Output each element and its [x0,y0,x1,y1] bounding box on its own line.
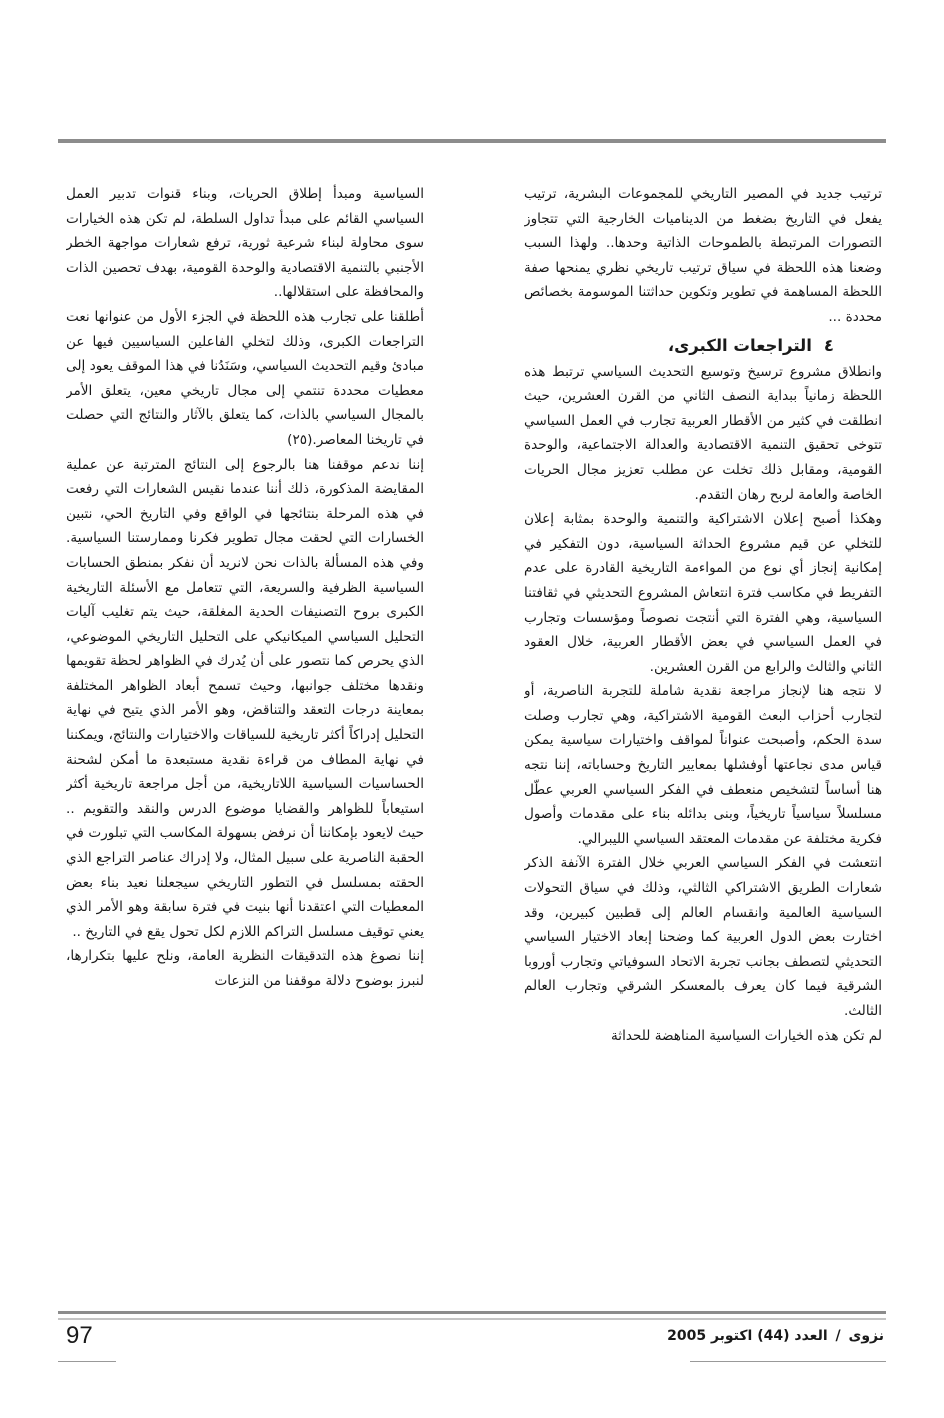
bottom-rule-thin [58,1318,886,1320]
paragraph: وانطلاق مشروع ترسيخ وتوسيع التحديث السياسي ترتبط هذه اللحظة زمانياً ببداية النصف الثاني من القرن العشرين، حيث انطلقت في كثير من الأقطار العربية تجارب في العمل السياسي تتوخى تحقيق التنمية الاقتصادية والعدالة الاجتماعية، والوحدة القومية، ومقابل ذلك تخلت عن مطلب تعزيز مجال الحريات الخاصة والعامة لربح رهان التقدم. [524,363,882,503]
paragraph: السياسية ومبدأ إطلاق الحريات، وبناء قنوات تدبير العمل السياسي القائم على مبدأ تداول السلطة، لم تكن هذه الخيارات سوى محاولة لبناء شرعية ثورية، ترفع شعارات مواجهة الخطر الأجنبي بالتنمية الاقتصادية والوحدة القومية، بهدف تحصين الذات والمحافظة على استقلالها.. [66,186,424,301]
page-number: 97 [66,1322,93,1349]
top-rule [58,139,886,143]
footer-separator: / [835,1328,841,1344]
right-column [524,182,882,1266]
paragraph: انتعشت في الفكر السياسي العربي خلال الفترة الآنفة الذكر شعارات الطريق الاشتراكي الثالثي، وذلك في سياق التحولات السياسية العالمية وانقسام العالم إلى قطبين كبيرين، وقد اختارت بعض الدول العربية كما وضحنا إبعاد الاختيار السياسي التحديثي لتصطف بجانب تجربة الاتحاد السوفياتي وتجارب أوروبا الشرقية فيما كان يعرف بالمعسكر الشرقي وتجارب العالم الثالث. [524,855,882,1019]
section-title: التراجعات الكبرى، [667,335,812,355]
paragraph: إننا ندعم موقفنا هنا بالرجوع إلى النتائج المترتبة عن عملية المقايضة المذكورة، ذلك أننا عندما نقيس الشعارات التي رفعت في هذه المرحلة بنتائجها في الواقع وفي التاريخ الحي، نتبين الخسارات التي لحقت مجال تطوير فكرنا وممارستنا السياسية. وفي هذه المسألة بالذات نحن لانريد أن نفكر بمنطق الحسابات السياسية الظرفية والسريعة، التي تتعامل مع الأسئلة التاريخية الكبرى بروح التصنيفات الحدية المغلقة، حيث يتم تغليب آليات التحليل السياسي الميكانيكي على التحليل التاريخي الموضوعي، الذي يحرص كما نتصور على أن يُدرك في الظواهر لحظة تقويمها ونقدها مختلف جوانبها، وحيث تسمح أبعاد الظواهر المختلفة بمعاينة درجات التعقد والتناقض، وهو الأمر الذي يتيح في نهاية التحليل إدراكاً أكثر تاريخية للسياقات والاختيارات والنتائج، ويمكننا في نهاية المطاف من قراءة نقدية مستبعدة ما أمكن لشحنة الحساسيات السياسية اللاتاريخية، من أجل مراجعة تاريخية أكثر استيعاباً للظواهر والقضايا موضوع الدرس والنقد والتقويم .. حيث لايعود بإمكاننا أن نرفض بسهولة المكاسب التي تبلورت في الحقبة الناصرية على سبيل المثال، ولا إدراك عناصر التراجع الذي الحقته بمسلسل في التطور التاريخي سيجعلنا نعيد بناء بعض المعطيات التي اعتقدنا أنها بنيت في فترة سابقة وهو الأمر الذي يعني توقيف مسلسل التراكم اللازم لكل تحول يقع في التاريخ .. [66,456,424,940]
issue-number: (44) [757,1328,790,1344]
magazine-name: نزوى [848,1328,884,1344]
page-number-underline [58,1361,116,1362]
issue-year: 2005 [667,1328,707,1344]
issue-label: العدد [794,1328,828,1344]
section-number: ٤ [823,335,834,355]
paragraph: أطلقنا على تجارب هذه اللحظة في الجزء الأول من عنوانها نعت التراجعات الكبرى، وذلك لتخلي الفاعلين السياسيين فيها عن مبادئ وقيم التحديث السياسي، وسَنَدُنا في هذا الموقف يعود إلى معطيات محددة تنتمي إلى مجال تاريخي معين، يتعلق الأمر بالمجال السياسي بالذات، كما يتعلق بالآثار والنتائج التي حصلت في تاريخنا المعاصر.(٢٥) [66,308,424,448]
paragraph: ترتيب جديد في المصير التاريخي للمجموعات البشرية، ترتيب يفعل في التاريخ بضغط من الديناميات الخارجية التي تتجاوز التصورات المرتبطة بالطموحات الذاتية وحدها.. ولهذا السبب وضعنا هذه اللحظة في سياق ترتيب تاريخي نظري يمنحها صفة اللحظة المساهمة في تطوير وتكوين حداثتنا الموسومة بخصائص محددة ... [524,186,882,325]
paragraph: لا نتجه هنا لإنجاز مراجعة نقدية شاملة للتجربة الناصرية، أو لتجارب أحزاب البعث القومية الاشتراكية، وهي تجارب وصلت سدة الحكم، وأصبحت عنواناً لمواقف واختيارات سياسية يمكن قياس مدى نجاعتها أوفشلها بمعايير التاريخ وحساباته، إننا نتجه هنا أساساً لتشخيص منعطف في الفكر السياسي العربي عطّل مسلسلاً سياسياً تاريخياً، وبنى بدائله بناء على مقدمات وأصول فكرية مختلفة عن مقدمات المعتقد السياسي الليبرالي. [524,683,882,847]
running-footer [667,1328,884,1344]
paragraph: لم تكن هذه الخيارات السياسية المناهضة للحداثة [611,1027,882,1044]
issue-month: اكتوبر [710,1328,753,1344]
left-column [66,182,424,1266]
section-heading [524,333,882,359]
paragraph: إننا نصوغ هذه التدقيقات النظرية العامة، ونلح عليها بتكرارها، لنبرز بوضوح دلالة موقفنا من النزعات [66,948,424,989]
footer-underline [690,1361,886,1362]
paragraph: وهكذا أصبح إعلان الاشتراكية والتنمية والوحدة بمثابة إعلان للتخلي عن قيم مشروع الحداثة السياسية، دون التفكير في إمكانية إنجاز أي نوع من المواءمة التاريخية القادرة على عدم التفريط في مكاسب فترة انتعاش المشروع التحديثي في ثقافتنا السياسية، وهي الفترة التي أنتجت نصوصاً ومؤسسات وتجارب في العمل السياسي في بعض الأقطار العربية، خلال العقود الثاني والثالث والرابع من القرن العشرين. [524,511,882,675]
bottom-rule [58,1311,886,1314]
